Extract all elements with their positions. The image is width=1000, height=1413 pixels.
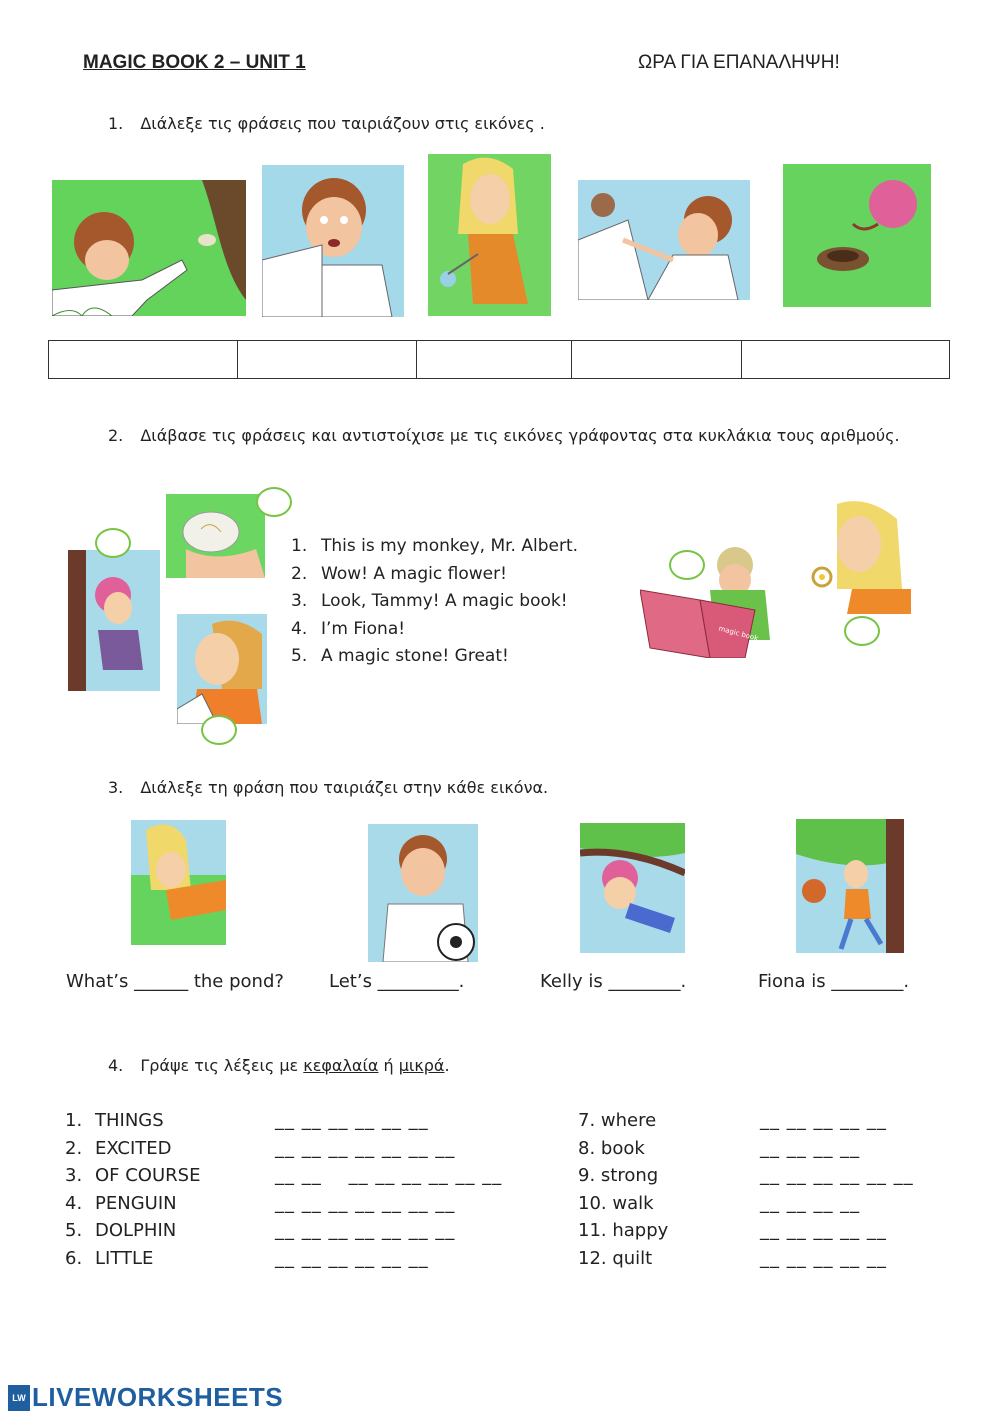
phrase-item: 5. A magic stone! Great! xyxy=(291,646,509,666)
word-item: 6. LITTLE xyxy=(65,1247,154,1269)
exercise4-left-words xyxy=(65,1107,200,1273)
ex3-caption: What’s ______ the pond? xyxy=(66,971,284,992)
word-item: 10. walk xyxy=(578,1192,654,1214)
ex2-picture-boy-book xyxy=(640,540,775,658)
exercise2-number: 2. xyxy=(108,426,124,445)
word-item: 7. where xyxy=(578,1110,657,1131)
exercise1-number: 1. xyxy=(108,114,124,133)
ex2-picture-kelly-tree xyxy=(68,550,160,691)
ex3-picture-fiona-basketball xyxy=(796,819,904,953)
exercise4-instruction: 4. Γράψε τις λέξεις με κεφαλαία ή μικρά. xyxy=(108,1056,450,1075)
word-item: 3. OF COURSE xyxy=(65,1165,201,1187)
worksheet-title: MAGIC BOOK 2 – UNIT 1 xyxy=(83,52,306,73)
ex3-caption: Fiona is ________. xyxy=(758,971,910,992)
exercise1-answer-table xyxy=(48,340,950,379)
answer-cell[interactable] xyxy=(742,341,949,378)
ex1-picture-boy-talking xyxy=(262,165,404,317)
answer-blank[interactable]: __ __ __ __ xyxy=(760,1137,861,1159)
answer-blank[interactable]: __ __ __ __ __ __ __ __ xyxy=(275,1165,503,1187)
book-cover-text: magic book xyxy=(717,624,760,643)
word-item: 9. strong xyxy=(578,1165,659,1187)
liveworksheets-logo xyxy=(8,1382,283,1413)
ex3-picture-kelly-hanging xyxy=(580,823,685,953)
exercise4-number: 4. xyxy=(108,1056,124,1075)
logo-text: LIVEWORKSHEETS xyxy=(32,1382,284,1412)
answer-blank[interactable]: __ __ __ __ __ __ xyxy=(275,1247,429,1269)
phrase-item: 3. Look, Tammy! A magic book! xyxy=(291,591,568,611)
exercise3-number: 3. xyxy=(108,778,124,797)
answer-circle[interactable] xyxy=(201,715,237,745)
exercise1-instruction xyxy=(108,114,545,133)
exercise4-left-blanks xyxy=(275,1107,502,1273)
word-item: 8. book xyxy=(578,1137,645,1159)
ex2-picture-magic-stone xyxy=(166,494,265,578)
ex1-picture-boy-pointing xyxy=(578,180,750,300)
answer-cell[interactable] xyxy=(238,341,417,378)
word-item: 11. happy xyxy=(578,1220,669,1242)
answer-blank[interactable]: __ __ __ __ xyxy=(760,1192,861,1214)
exercise1-text: Διάλεξε τις φράσεις που ταιριάζουν στις εικόνες . xyxy=(140,114,545,133)
ex3-picture-boy-football xyxy=(368,824,478,962)
word-item: 5. DOLPHIN xyxy=(65,1220,177,1242)
exercise2-instruction xyxy=(108,426,900,445)
phrase-item: 2. Wow! A magic flower! xyxy=(291,563,507,584)
answer-blank[interactable]: __ __ __ __ __ __ __ xyxy=(275,1220,456,1242)
ex2-picture-girl-flower xyxy=(797,499,911,614)
ex1-picture-nest xyxy=(783,164,931,307)
ex3-caption: Kelly is ________. xyxy=(540,971,687,992)
ex3-picture-girl-pond xyxy=(131,820,226,945)
ex1-picture-girl-flower xyxy=(428,154,551,316)
word-item: 4. PENGUIN xyxy=(65,1192,177,1214)
exercise4-right-blanks xyxy=(760,1107,914,1273)
answer-blank[interactable]: __ __ __ __ __ __ xyxy=(760,1165,914,1187)
exercise2-text: Διάβασε τις φράσεις και αντιστοίχισε με τις εικόνες γράφοντας στα κυκλάκια τους αριθμούς. xyxy=(140,426,900,445)
answer-blank[interactable]: __ __ __ __ __ xyxy=(760,1110,887,1131)
ex3-caption: Let’s _________. xyxy=(329,971,465,992)
word-item: 12. quilt xyxy=(578,1247,653,1269)
review-title: ΩΡΑ ΓΙΑ ΕΠΑΝΑΛΗΨΗ! xyxy=(638,52,840,73)
answer-blank[interactable]: __ __ __ __ __ __ __ xyxy=(275,1192,456,1214)
answer-cell[interactable] xyxy=(572,341,742,378)
answer-circle[interactable] xyxy=(256,487,292,517)
ex2-picture-fiona-face xyxy=(177,614,267,724)
exercise4-right-words xyxy=(578,1107,668,1273)
word-item: 2. EXCITED xyxy=(65,1137,172,1159)
word-item: 1. THINGS xyxy=(65,1110,164,1131)
answer-circle[interactable] xyxy=(669,550,705,580)
answer-cell[interactable] xyxy=(417,341,572,378)
answer-circle[interactable] xyxy=(95,528,131,558)
answer-blank[interactable]: __ __ __ __ __ __ __ xyxy=(275,1137,456,1159)
exercise3-text: Διάλεξε τη φράση που ταιριάζει στην κάθε εικόνα. xyxy=(140,778,549,797)
phrase-item: 4. I’m Fiona! xyxy=(291,618,406,639)
answer-blank[interactable]: __ __ __ __ __ __ xyxy=(275,1110,429,1131)
exercise3-instruction xyxy=(108,778,548,797)
phrase-item: 1. This is my monkey, Mr. Albert. xyxy=(291,536,579,556)
exercise2-phrase-list xyxy=(291,533,578,671)
answer-circle[interactable] xyxy=(844,616,880,646)
answer-blank[interactable]: __ __ __ __ __ xyxy=(760,1220,887,1242)
answer-blank[interactable]: __ __ __ __ __ xyxy=(760,1247,887,1269)
answer-cell[interactable] xyxy=(49,341,238,378)
logo-icon: LW xyxy=(8,1385,30,1411)
ex1-picture-boy-tree xyxy=(52,180,246,316)
